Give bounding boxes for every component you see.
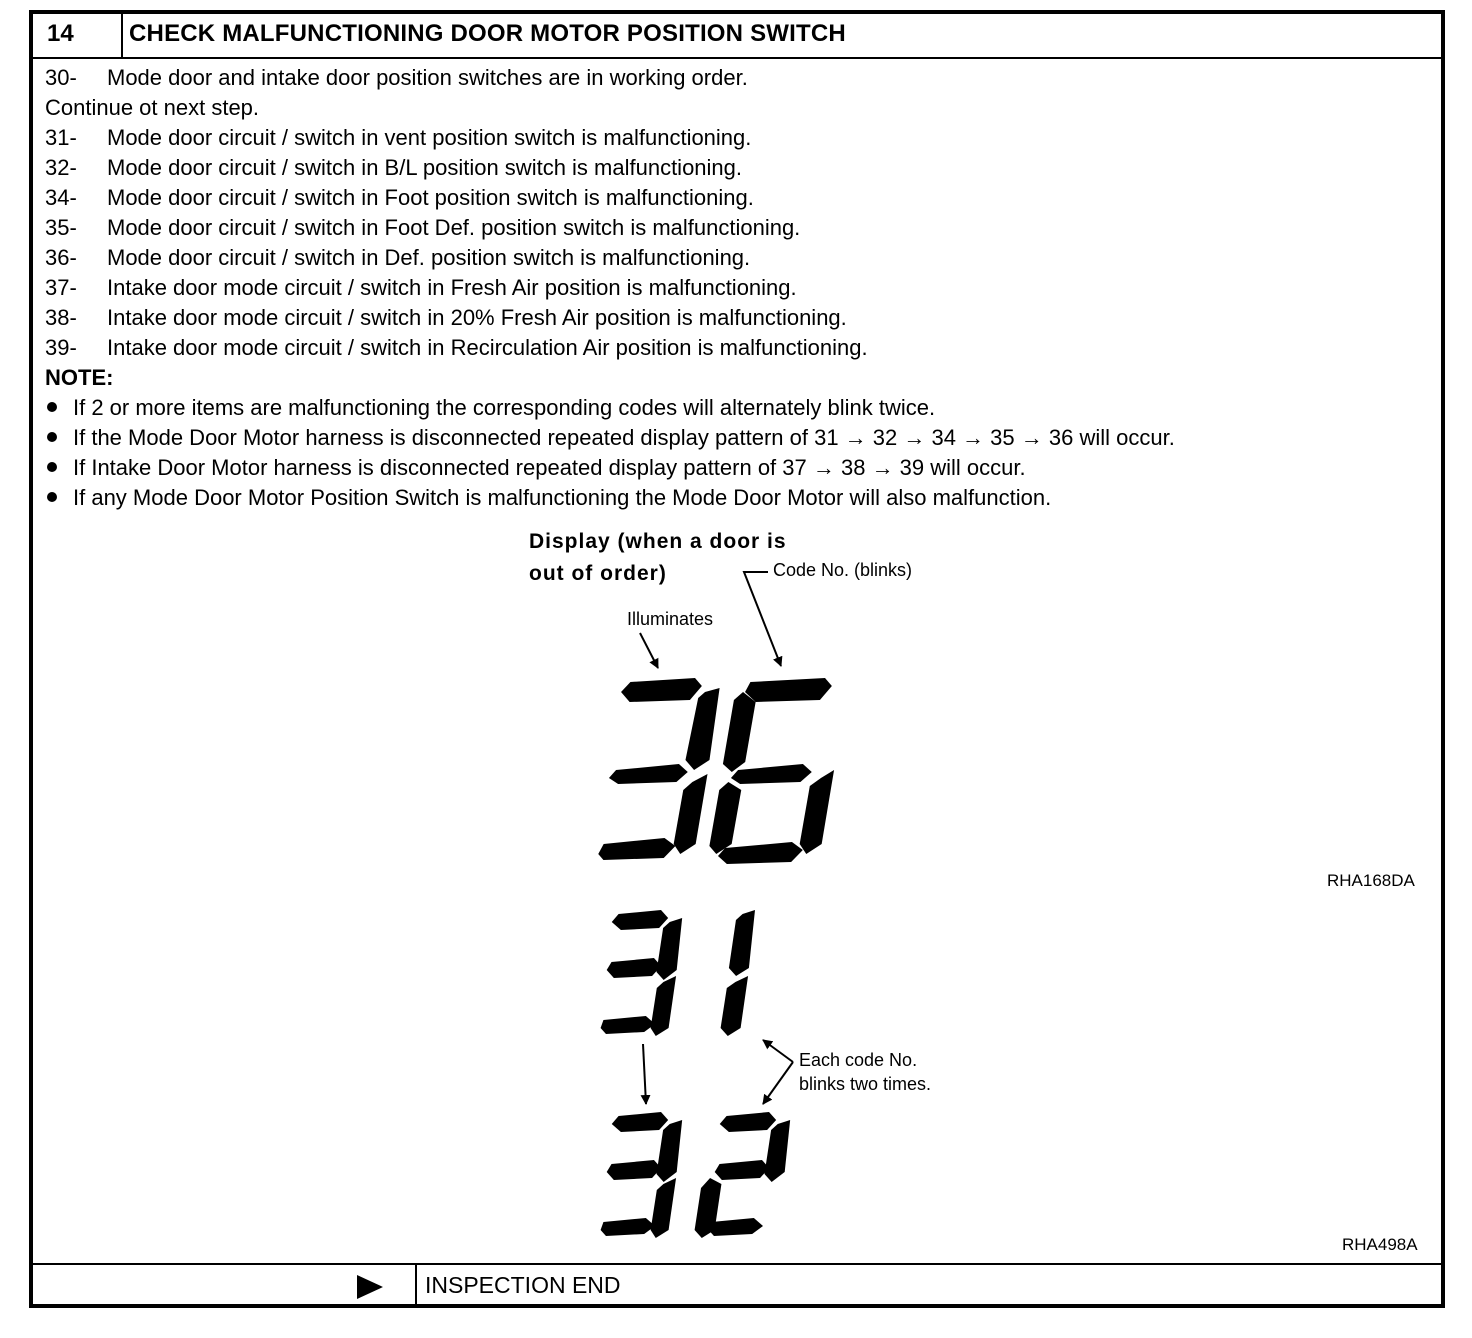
code-line-35: [45, 214, 800, 242]
note-heading: NOTE:: [45, 365, 114, 390]
note-bullet-text: If Intake Door Motor harness is disconnected repeated display pattern of 37 → 38 → 39 will occur.: [73, 455, 1026, 480]
display-digit-6-large: [707, 678, 847, 864]
note-bullet: [45, 394, 935, 422]
code-description: Mode door circuit / switch in Foot position switch is malfunctioning.: [107, 185, 754, 210]
display-digit-1-top: [720, 910, 755, 1036]
code-description: Intake door mode circuit / switch in Fresh Air position is malfunctioning.: [107, 275, 797, 300]
code-line-36: [45, 244, 750, 272]
step-header: [33, 14, 1441, 59]
note-bullet: [45, 454, 1026, 482]
illuminates-label: Illuminates: [627, 609, 714, 629]
code-description: Mode door and intake door position switches are in working order.: [107, 65, 748, 90]
code-description: Mode door circuit / switch in Def. position switch is malfunctioning.: [107, 245, 751, 270]
continue-line: [45, 94, 259, 122]
figure1-id: RHA168DA: [1327, 871, 1415, 890]
code-line-30: [45, 64, 748, 92]
figure2-id: RHA498A: [1342, 1235, 1418, 1254]
blink-note-line1: Each code No.: [799, 1050, 918, 1070]
bullet-dot-icon: [47, 402, 57, 412]
note-bullet-text: If the Mode Door Motor harness is disconnected repeated display pattern of 31 → 32 → 34 → 35 → 36 will occur.: [73, 425, 1175, 450]
code-number: 30-: [45, 65, 77, 90]
continue-text: Continue ot next step.: [45, 95, 260, 120]
step-title: CHECK MALFUNCTIONING DOOR MOTOR POSITION SWITCH: [129, 20, 846, 47]
code-number: 34-: [45, 185, 77, 210]
blink-note-line2: blinks two times.: [799, 1074, 932, 1094]
step-number: 14: [47, 20, 74, 47]
code-line-31: [45, 124, 751, 152]
procedure-frame: [29, 10, 1445, 1308]
code-number: 37-: [45, 275, 77, 300]
note-bullet-text: If 2 or more items are malfunctioning the corresponding codes will alternately blink twice.: [73, 395, 936, 420]
code-number: 32-: [45, 155, 77, 180]
code-line-39: [45, 334, 868, 362]
figure1-caption-line2: out of order): [529, 562, 667, 585]
display-digit-2-bottom: [694, 1112, 791, 1238]
bullet-dot-icon: [47, 462, 57, 472]
code-description: Mode door circuit / switch in B/L position switch is malfunctioning.: [107, 155, 743, 180]
code-line-32: [45, 154, 742, 182]
bullet-dot-icon: [47, 432, 57, 442]
code-number-label: Code No. (blinks): [773, 560, 913, 580]
inspection-end-label: INSPECTION END: [425, 1272, 621, 1298]
code-description: Intake door mode circuit / switch in Recirculation Air position is malfunctioning.: [107, 335, 868, 360]
figure1-caption-line1: Display (when a door is: [529, 530, 787, 553]
illuminates-pointer: [640, 633, 658, 668]
display-digit-3-top: [600, 910, 683, 1036]
display-digit-3-large: [597, 678, 721, 860]
code-line-37: [45, 274, 797, 302]
footer-divider: [415, 1265, 417, 1306]
note-bullet: [45, 424, 1175, 452]
code-label-pointer: [744, 572, 781, 666]
code-line-38: [45, 304, 847, 332]
code-description: Mode door circuit / switch in Foot Def. position switch is malfunctioning.: [107, 215, 801, 240]
code-number: 31-: [45, 125, 77, 150]
code-number: 38-: [45, 305, 77, 330]
header-divider: [121, 14, 123, 57]
note-bullet: [45, 484, 1051, 512]
code-number: 35-: [45, 215, 77, 240]
code-number: 36-: [45, 245, 77, 270]
inspection-end-row: [33, 1263, 1441, 1306]
play-arrow-icon: [357, 1275, 383, 1299]
note-bullet-text: If any Mode Door Motor Position Switch is malfunctioning the Mode Door Motor will also malfunction.: [73, 485, 1052, 510]
code-number: 39-: [45, 335, 77, 360]
transition-arrow: [643, 1044, 646, 1104]
blink-note-pointers: [763, 1040, 793, 1104]
bullet-dot-icon: [47, 492, 57, 502]
code-description: Mode door circuit / switch in vent position switch is malfunctioning.: [107, 125, 752, 150]
display-digit-3-bottom: [600, 1112, 683, 1238]
code-line-34: [45, 184, 754, 212]
code-description: Intake door mode circuit / switch in 20% Fresh Air position is malfunctioning.: [107, 305, 847, 330]
